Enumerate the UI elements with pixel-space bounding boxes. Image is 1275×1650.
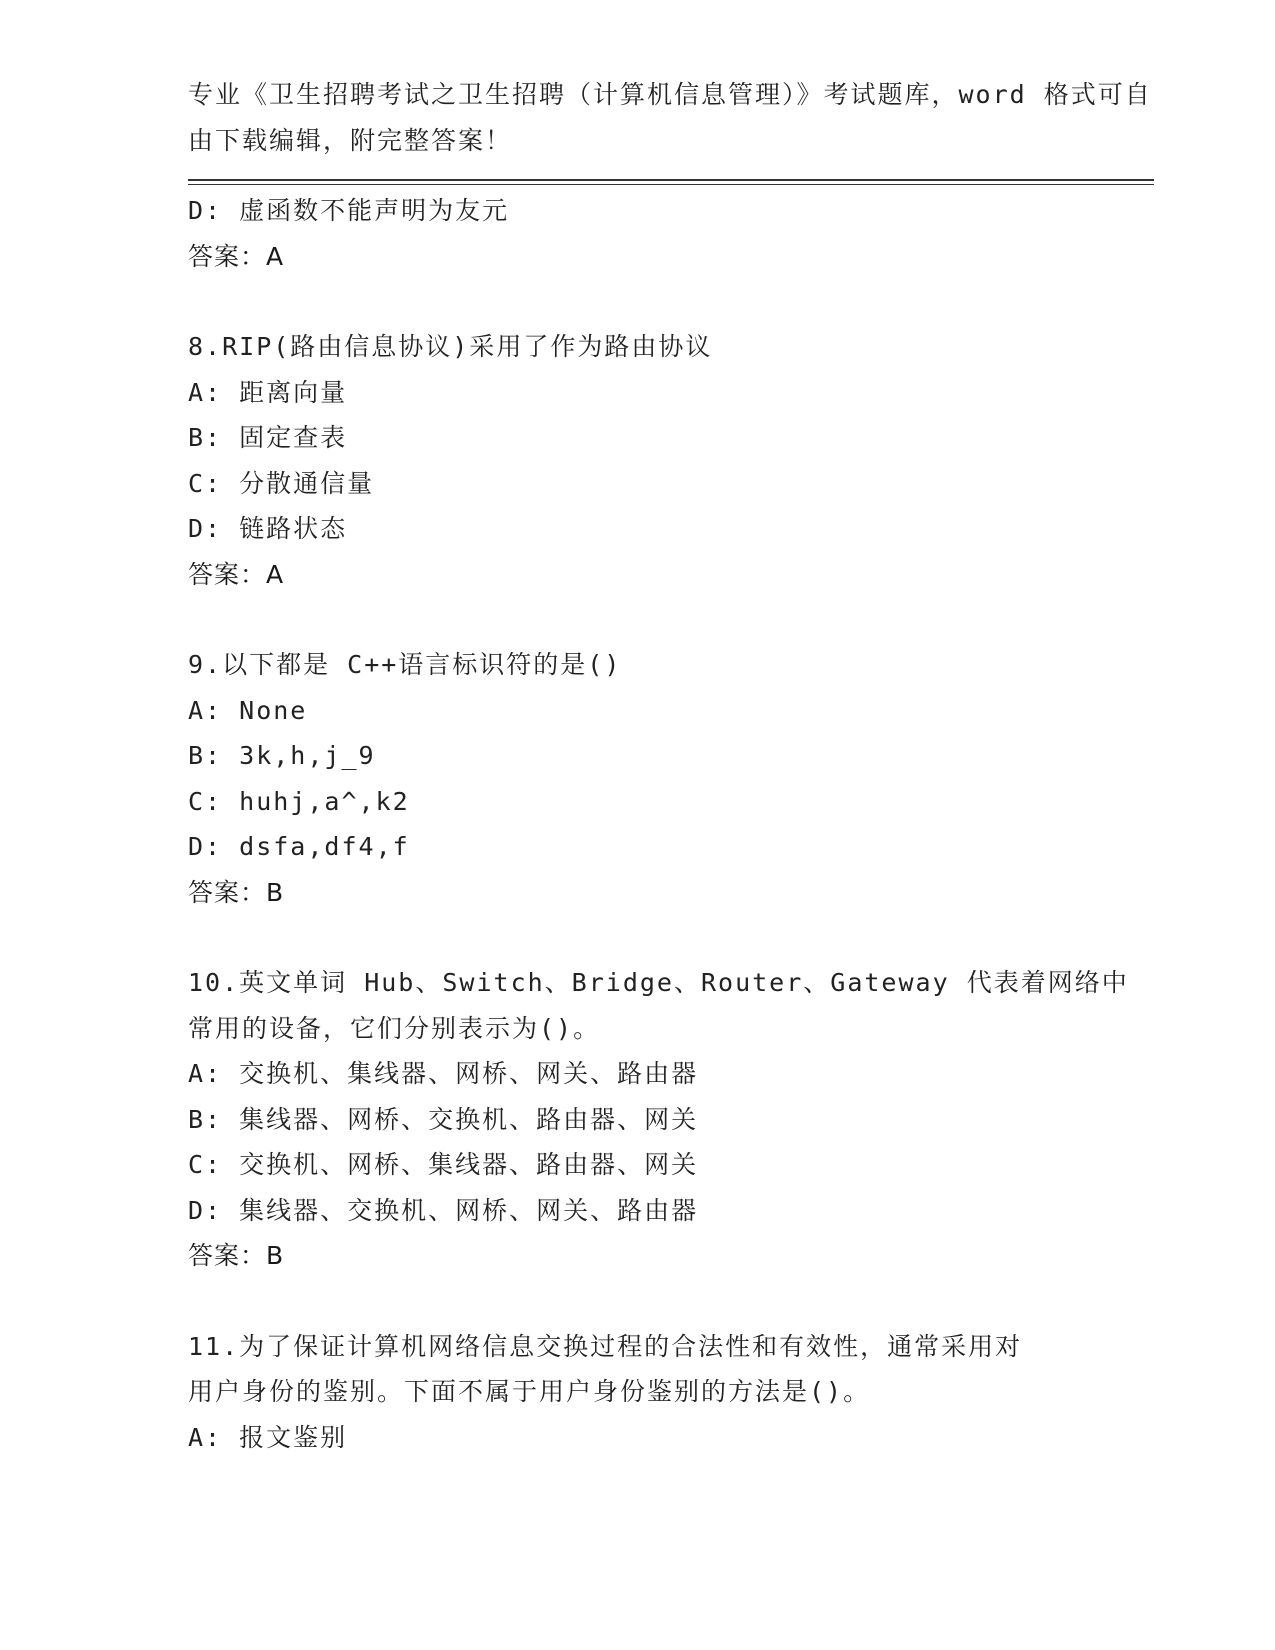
option-c: C: 交换机、网桥、集线器、路由器、网关 [188, 1150, 699, 1179]
header-rule-thick [188, 179, 1154, 181]
option-b: B: 集线器、网桥、交换机、路由器、网关 [188, 1104, 699, 1134]
option-c: C: 分散通信量 [188, 468, 375, 498]
question-stem-line-1: 11.为了保证计算机网络信息交换过程的合法性和有效性，通常采用对 [188, 1331, 1023, 1361]
question-list [188, 188, 1129, 1460]
question-8 [188, 324, 1088, 597]
question-stem-line-2: 常用的设备，它们分别表示为()。 [188, 1013, 601, 1043]
question-stem: 8.RIP(路由信息协议)采用了作为路由协议 [188, 332, 713, 361]
option-d: D: 链路状态 [188, 514, 348, 543]
answer: 答案：B [188, 877, 285, 907]
option-b: B: 3k,h,j_9 [188, 741, 376, 770]
option-a: A: 报文鉴别 [188, 1422, 348, 1452]
question-stem-line-2: 用户身份的鉴别。下面不属于用户身份鉴别的方法是()。 [188, 1377, 871, 1406]
document-header [188, 72, 1152, 163]
question-9 [188, 642, 1088, 915]
answer: 答案：A [188, 559, 285, 589]
option-d: D: 虚函数不能声明为友元 [188, 196, 510, 225]
option-a: A: None [188, 695, 308, 725]
question-10 [188, 960, 1129, 1279]
option-b: B: 固定查表 [188, 423, 348, 452]
question-stem: 9.以下都是 C++语言标识符的是() [188, 650, 622, 679]
option-c: C: huhj,a^,k2 [188, 786, 410, 816]
header-rule-thin [188, 184, 1154, 185]
question-11 [188, 1324, 1088, 1461]
header-line-1: 专业《卫生招聘考试之卫生招聘（计算机信息管理）》考试题库，word 格式可自 [188, 80, 1152, 109]
option-a: A: 交换机、集线器、网桥、网关、路由器 [188, 1059, 699, 1088]
answer: 答案：A [188, 241, 285, 271]
question-stem-line-1: 10.英文单词 Hub、Switch、Bridge、Router、Gateway 代表着网络中 [188, 968, 1129, 997]
option-d: D: 集线器、交换机、网桥、网关、路由器 [188, 1195, 699, 1225]
question-7-tail [188, 188, 1088, 279]
answer: 答案：B [188, 1241, 285, 1270]
option-a: A: 距离向量 [188, 377, 348, 407]
option-d: D: dsfa,df4,f [188, 832, 410, 861]
header-line-2: 由下载编辑，附完整答案！ [188, 125, 513, 155]
